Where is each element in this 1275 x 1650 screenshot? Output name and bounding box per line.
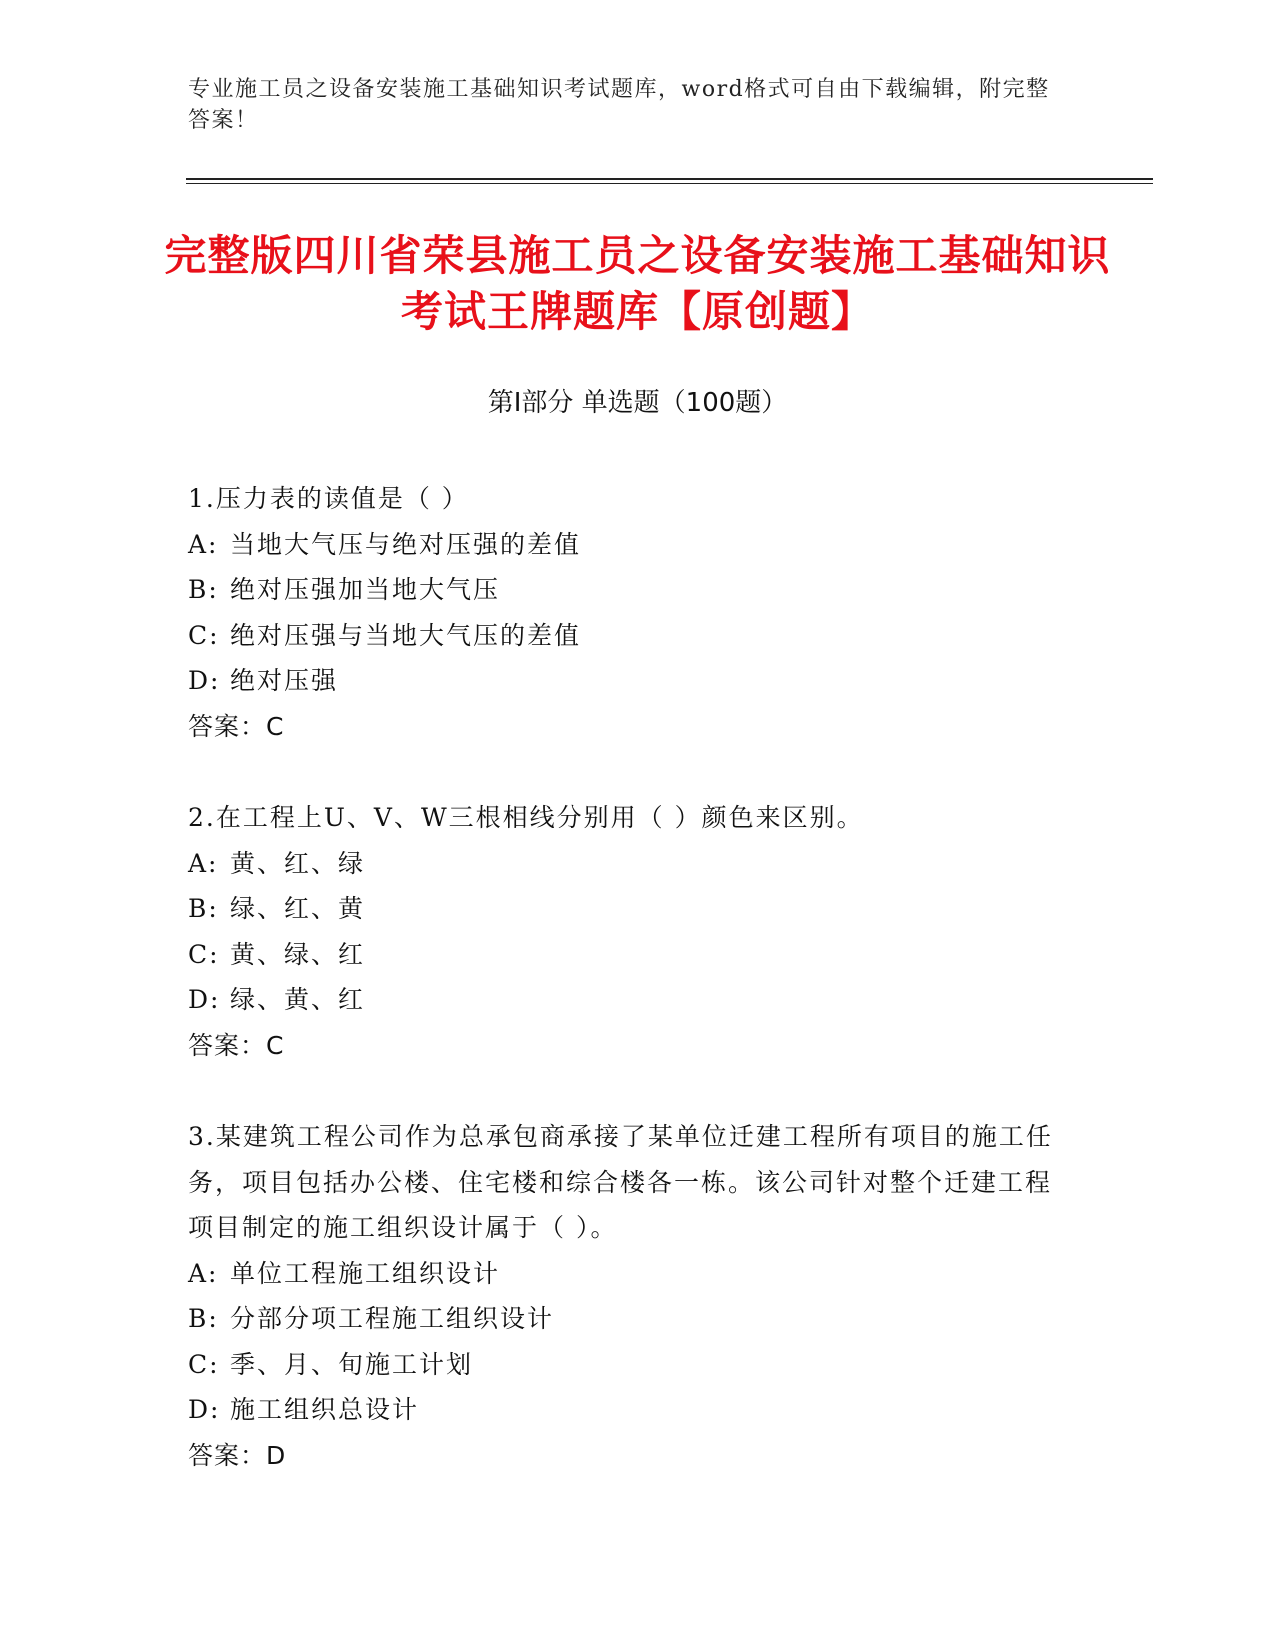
option-b xyxy=(188,1296,1068,1342)
option-label: B: xyxy=(188,894,219,923)
option-label: D: xyxy=(188,1395,221,1424)
option-a xyxy=(188,1251,1068,1297)
option-text: 单位工程施工组织设计 xyxy=(230,1258,501,1288)
option-a xyxy=(188,841,1068,887)
question-stem: 1.压力表的读值是（ ） xyxy=(188,484,469,513)
option-text: 绝对压强与当地大气压的差值 xyxy=(230,620,582,650)
option-label: B: xyxy=(188,575,219,604)
option-label: D: xyxy=(188,985,221,1014)
option-label: C: xyxy=(188,939,220,969)
option-text: 季、月、旬施工计划 xyxy=(230,1349,474,1379)
question-1 xyxy=(188,476,1068,749)
option-text: 黄、绿、红 xyxy=(230,939,366,969)
answer-line xyxy=(188,704,1068,750)
option-d xyxy=(188,977,1068,1023)
question-stem: 2.在工程上U、V、W三根相线分别用（ ）颜色来区别。 xyxy=(188,803,864,832)
option-label: A: xyxy=(188,848,219,878)
option-text: 绿、黄、红 xyxy=(230,985,366,1014)
question-2 xyxy=(188,795,1068,1068)
question-list xyxy=(188,476,1068,1524)
option-label: D: xyxy=(188,666,221,695)
option-a xyxy=(188,522,1068,568)
answer-value: D xyxy=(266,1440,287,1470)
question-3 xyxy=(188,1114,1068,1478)
section-title: 第Ⅰ部分 单选题（100题） xyxy=(487,388,788,418)
option-b xyxy=(188,567,1068,613)
header-note: 专业施工员之设备安装施工基础知识考试题库，word格式可自由下载编辑，附完整答案！ xyxy=(188,77,1050,133)
option-text: 分部分项工程施工组织设计 xyxy=(230,1304,555,1333)
option-text: 施工组织总设计 xyxy=(230,1395,420,1424)
option-c xyxy=(188,932,1068,978)
answer-line xyxy=(188,1433,1068,1479)
option-label: B: xyxy=(188,1304,219,1333)
option-text: 绝对压强 xyxy=(230,666,339,695)
option-d xyxy=(188,1387,1068,1433)
answer-value: C xyxy=(266,711,285,741)
option-text: 绝对压强加当地大气压 xyxy=(230,575,501,604)
answer-line xyxy=(188,1023,1068,1069)
answer-prefix: 答案： xyxy=(188,1030,267,1060)
answer-prefix: 答案： xyxy=(188,711,267,741)
option-label: C: xyxy=(188,620,220,650)
option-d xyxy=(188,658,1068,704)
option-label: C: xyxy=(188,1349,220,1379)
option-b xyxy=(188,886,1068,932)
question-stem: 3.某建筑工程公司作为总承包商承接了某单位迁建工程所有项目的施工任务，项目包括办公楼、住宅楼和综合楼各一栋。该公司针对整个迁建工程项目制定的施工组织设计属于（ ）。 xyxy=(188,1122,1053,1242)
option-text: 当地大气压与绝对压强的差值 xyxy=(230,529,582,559)
option-label: A: xyxy=(188,1258,219,1288)
answer-prefix: 答案： xyxy=(188,1440,267,1470)
option-c xyxy=(188,1342,1068,1388)
header-divider-thin xyxy=(186,183,1153,184)
option-label: A: xyxy=(188,529,219,559)
option-text: 绿、红、黄 xyxy=(230,894,366,923)
option-text: 黄、红、绿 xyxy=(230,848,366,878)
option-c xyxy=(188,613,1068,659)
answer-value: C xyxy=(266,1030,285,1060)
document-title: 完整版四川省荣县施工员之设备安装施工基础知识考试王牌题库【原创题】 xyxy=(164,231,1111,336)
header-divider-thick xyxy=(186,178,1153,180)
